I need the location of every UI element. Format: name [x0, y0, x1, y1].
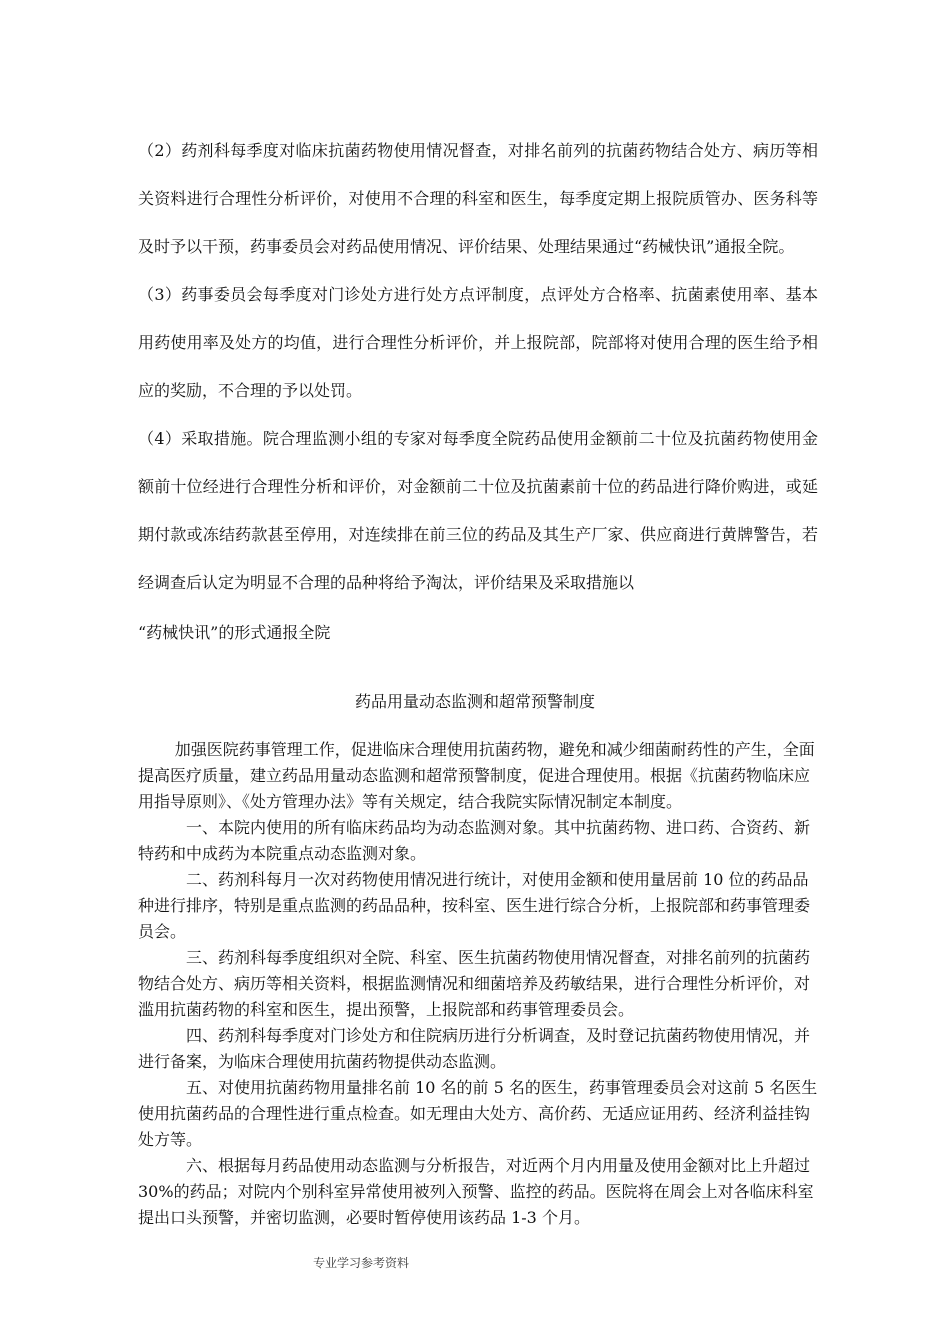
page-footer: 专业学习参考资料 [313, 1256, 410, 1270]
document-title: 药品用量动态监测和超常预警制度 [354, 692, 595, 711]
regulation-item-2: 二、药剂科每月一次对药物使用情况进行统计，对使用金额和使用量居前 10 位的药品品种进行排序，特别是重点监测的药品品种，按科室、医生进行综合分析，上报院部和药事管理委员会。 [138, 870, 811, 941]
paragraph-3: （3）药事委员会每季度对门诊处方进行处方点评制度，点评处方合格率、抗菌素使用率、基本用药使用率及处方的均值，进行合理性分析评价，并上报院部，院部将对使用合理的医生给予相应的奖励，不合理的予以处罚。 [138, 285, 818, 400]
regulation-body [138, 737, 824, 1231]
upper-section [138, 127, 818, 647]
regulation-item-4: 四、药剂科每季度对门诊处方和住院病历进行分析调查，及时登记抗菌药物使用情况，并进行备案，为临床合理使用抗菌药物提供动态监测。 [138, 1026, 811, 1071]
regulation-item-3: 三、药剂科每季度组织对全院、科室、医生抗菌药物使用情况督查，对排名前列的抗菌药物结合处方、病历等相关资料，根据监测情况和细菌培养及药敏结果，进行合理性分析评价，对滥用抗菌药物的科室和医生，提出预警，上报院部和药事管理委员会。 [138, 948, 811, 1019]
regulation-item-6: 六、根据每月药品使用动态监测与分析报告，对近两个月内用量及使用金额对比上升超过 30%的药品；对院内个别科室异常使用被列入预警、监控的药品。医院将在周会上对各临床科室提出口头预警，并密切监测，必要时暂停使用该药品 1-3 个月。 [138, 1156, 814, 1227]
paragraph-2: （2）药剂科每季度对临床抗菌药物使用情况督查，对排名前列的抗菌药物结合处方、病历等相关资料进行合理性分析评价，对使用不合理的科室和医生，每季度定期上报院质管办、医务科等及时予以干预，药事委员会对药品使用情况、评价结果、处理结果通过“药械快讯”通报全院。 [138, 141, 818, 256]
intro-paragraph: 加强医院药事管理工作，促进临床合理使用抗菌药物，避免和减少细菌耐药性的产生，全面提高医疗质量，建立药品用量动态监测和超常预警制度，促进合理使用。根据《抗菌药物临床应用指导原则》、《处方管理办法》等有关规定，结合我院实际情况制定本制度。 [138, 740, 815, 811]
regulation-item-5: 五、对使用抗菌药物用量排名前 10 名的前 5 名的医生，药事管理委员会对这前 5 名医生使用抗菌药品的合理性进行重点检查。如无理由大处方、高价药、无适应证用药、经济利益挂钩处方等。 [138, 1078, 818, 1149]
regulation-item-1: 一、本院内使用的所有临床药品均为动态监测对象。其中抗菌药物、进口药、合资药、新特药和中成药为本院重点动态监测对象。 [138, 818, 811, 863]
paragraph-4: （4）采取措施。院合理监测小组的专家对每季度全院药品使用金额前二十位及抗菌药物使用金额前十位经进行合理性分析和评价，对金额前二十位及抗菌素前十位的药品进行降价购进，或延期付款或冻结药款甚至停用，对连续排在前三位的药品及其生产厂家、供应商进行黄牌警告，若经调查后认定为明显不合理的品种将给予淘汰，评价结果及采取措施以 [138, 429, 818, 592]
paragraph-4-ending: “药械快讯”的形式通报全院 [138, 623, 331, 642]
